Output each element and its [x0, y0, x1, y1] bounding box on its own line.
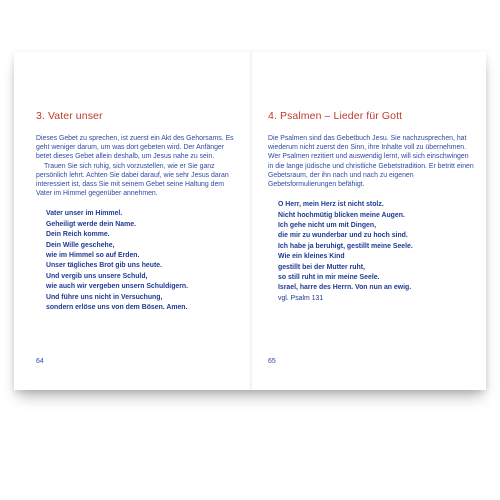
right-page-body	[268, 134, 474, 189]
verse-line: Dein Wille geschehe,	[46, 241, 115, 249]
verse-line: Wie ein kleines Kind	[278, 253, 345, 261]
left-paragraph-1: Dieses Gebet zu sprechen, ist zuerst ein Akt des Gehorsams. Es geht weniger darum, um was dort gebeten wird. Der Anfänger betet dieses Gebet allein deshalb, um Jesus nahe zu sein.	[36, 135, 234, 161]
verse-line: wie auch wir vergeben unsern Schuldigern.	[46, 283, 189, 291]
right-page	[254, 52, 486, 390]
verse-line: Geheiligt werde dein Name.	[46, 220, 136, 228]
verse-line: Und vergib uns unsere Schuld,	[46, 272, 148, 280]
verse-line: Ich gehe nicht um mit Dingen,	[278, 222, 377, 230]
page-number-right: 65	[268, 358, 276, 365]
verse-line: Israel, harre des Herrn. Von nun an ewig.	[278, 284, 412, 292]
verse-line: gestillt bei der Mutter ruht,	[278, 263, 365, 271]
right-page-heading: 4. Psalmen – Lieder für Gott	[268, 110, 403, 122]
verse-line: wie im Himmel so auf Erden.	[46, 252, 140, 260]
page-number-left: 64	[36, 358, 44, 365]
left-paragraph-2: Trauen Sie sich ruhig, sich vorzustellen, wie er Sie ganz persönlich lehrt. Achten Sie dabei darauf, wie sehr Jesus daran interessiert ist, dass Sie mit seinem Gebet seine Haltung dem Vater im Himmel gegenüber annehmen.	[36, 162, 229, 198]
psalm-reference: vgl. Psalm 131	[278, 294, 324, 302]
verse-line: Dein Reich komme.	[46, 231, 110, 239]
verse-line: Unser tägliches Brot gib uns heute.	[46, 262, 163, 270]
verse-line: Ich habe ja beruhigt, gestillt meine Seele.	[278, 242, 413, 250]
verse-line: so still ruht in mir meine Seele.	[278, 274, 380, 282]
left-page-heading: 3. Vater unser	[36, 110, 103, 122]
left-page	[14, 52, 250, 390]
verse-line: die mir zu wunderbar und zu hoch sind.	[278, 232, 408, 240]
verse-line: Nicht hochmütig blicken meine Augen.	[278, 211, 405, 219]
lords-prayer-verse	[46, 209, 236, 313]
verse-line: Und führe uns nicht in Versuchung,	[46, 293, 163, 301]
verse-line: sondern erlöse uns von dem Bösen. Amen.	[46, 304, 188, 312]
verse-line: Vater unser im Himmel.	[46, 210, 123, 218]
book-spread	[14, 52, 486, 390]
right-paragraph-1: Die Psalmen sind das Gebetbuch Jesu. Sie nachzusprechen, hat wiederum nicht zuerst den Sinn, ihre Inhalte voll zu übernehmen. Wer Psalmen rezitiert und auswendig lernt, will sich einschwingen in die lange jüdische und christliche Gebetstradition. Er betritt einen Gebetsraum, der ihn nach und nach zu eigenen Gebetsformulierungen befähigt.	[268, 135, 474, 189]
psalm-verse	[278, 200, 474, 304]
verse-line: O Herr, mein Herz ist nicht stolz.	[278, 201, 384, 209]
left-page-body	[36, 134, 236, 198]
